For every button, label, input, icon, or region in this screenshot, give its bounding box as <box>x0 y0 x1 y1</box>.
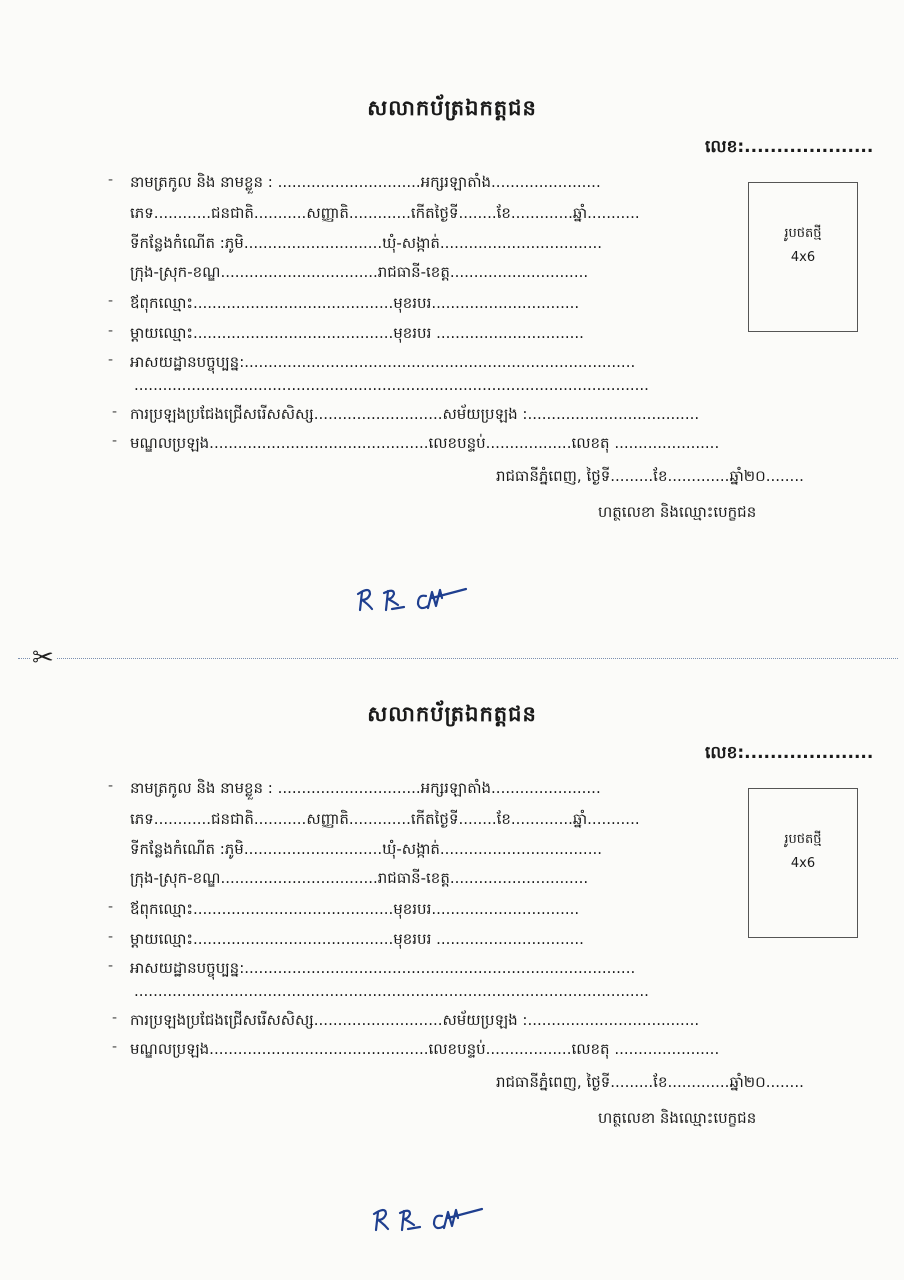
place-date: រាជធានីភ្នំពេញ, ថ្ងៃទី.........ខែ.............ឆ្នាំ២០........ <box>496 1073 804 1091</box>
birthplace-village-row: ទីកន្លែងកំណើត :ភូមិ.............................ឃុំ-សង្កាត់.................................. <box>130 234 602 252</box>
photo-label: រូបថតថ្មី <box>784 832 822 847</box>
row-bullet: - <box>108 293 114 309</box>
father-row: ឪពុកឈ្មោះ..........................................មុខរបរ............................... <box>130 294 580 312</box>
row-bullet: - <box>112 1039 118 1055</box>
row-bullet: - <box>108 778 114 794</box>
number-field: លេខ:.................... <box>705 743 874 763</box>
name-row: នាមត្រកូល និង នាមខ្លួន : ..............................អក្សរឡាតាំង....................... <box>130 173 601 191</box>
father-row: ឪពុកឈ្មោះ..........................................មុខរបរ............................... <box>130 900 580 918</box>
number-field: លេខ:.................... <box>705 137 874 157</box>
exam-center-row: មណ្ឌលប្រឡង..............................................លេខបន្ទប់..................លេខតុ ...................... <box>130 1040 720 1058</box>
row-bullet: - <box>108 323 114 339</box>
birthplace-district-row: ក្រុង-ស្រុក-ខណ្ឌ.................................រាជធានី-ខេត្ត............................. <box>130 263 589 281</box>
sex-nationality-dob-row: ភេទ............ជនជាតិ...........សញ្ញាតិ.............កើតថ្ងៃទី........ខែ.............ឆ្នាំ........... <box>130 810 640 828</box>
address-continuation-row: ............................................................................................................ <box>134 982 649 1000</box>
photo-size: 4x6 <box>790 250 816 265</box>
address-row: អាសយដ្ឋានបច្ចុប្បន្ន:.................................................................................. <box>130 959 636 977</box>
sex-nationality-dob-row: ភេទ............ជនជាតិ...........សញ្ញាតិ.............កើតថ្ងៃទី........ខែ.............ឆ្នាំ........... <box>130 204 640 222</box>
form-upper <box>0 0 904 600</box>
row-bullet: - <box>108 929 114 945</box>
row-bullet: - <box>112 1010 118 1026</box>
place-date: រាជធានីភ្នំពេញ, ថ្ងៃទី.........ខែ.............ឆ្នាំ២០........ <box>496 467 804 485</box>
exam-session-row: ការប្រឡងប្រជែងជ្រើសរើសសិស្ស...........................សម័យប្រឡង :.................................... <box>130 1011 700 1029</box>
form-lower <box>0 606 904 1206</box>
photo-label: រូបថតថ្មី <box>784 226 822 241</box>
row-bullet: - <box>108 899 114 915</box>
row-bullet: - <box>108 958 114 974</box>
birthplace-district-row: ក្រុង-ស្រុក-ខណ្ឌ.................................រាជធានី-ខេត្ត............................. <box>130 869 589 887</box>
row-bullet: - <box>112 433 118 449</box>
photo-box <box>748 788 858 938</box>
exam-session-row: ការប្រឡងប្រជែងជ្រើសរើសសិស្ស...........................សម័យប្រឡង :.................................... <box>130 405 700 423</box>
name-row: នាមត្រកូល និង នាមខ្លួន : ..............................អក្សរឡាតាំង....................... <box>130 779 601 797</box>
signature-label: ហត្ថលេខា និងឈ្មោះបេក្ខជន <box>598 1109 757 1127</box>
row-bullet: - <box>108 352 114 368</box>
scissors-icon: ✂ <box>32 643 54 673</box>
address-continuation-row: ............................................................................................................ <box>134 376 649 394</box>
address-row: អាសយដ្ឋានបច្ចុប្បន្ន:.................................................................................. <box>130 353 636 371</box>
form-title: សលាកប័ត្រឯកត្តជន <box>367 95 537 120</box>
form-title: សលាកប័ត្រឯកត្តជន <box>367 701 537 726</box>
row-bullet: - <box>112 404 118 420</box>
birthplace-village-row: ទីកន្លែងកំណើត :ភូមិ.............................ឃុំ-សង្កាត់.................................. <box>130 840 602 858</box>
signature-label: ហត្ថលេខា និងឈ្មោះបេក្ខជន <box>598 503 757 521</box>
handwritten-signature <box>370 1204 494 1238</box>
photo-size: 4x6 <box>790 856 816 871</box>
mother-row: ម្តាយឈ្មោះ..........................................មុខរបរ ............................... <box>130 930 584 948</box>
photo-box <box>748 182 858 332</box>
mother-row: ម្តាយឈ្មោះ..........................................មុខរបរ ............................... <box>130 324 584 342</box>
exam-center-row: មណ្ឌលប្រឡង..............................................លេខបន្ទប់..................លេខតុ ...................... <box>130 434 720 452</box>
row-bullet: - <box>108 172 114 188</box>
